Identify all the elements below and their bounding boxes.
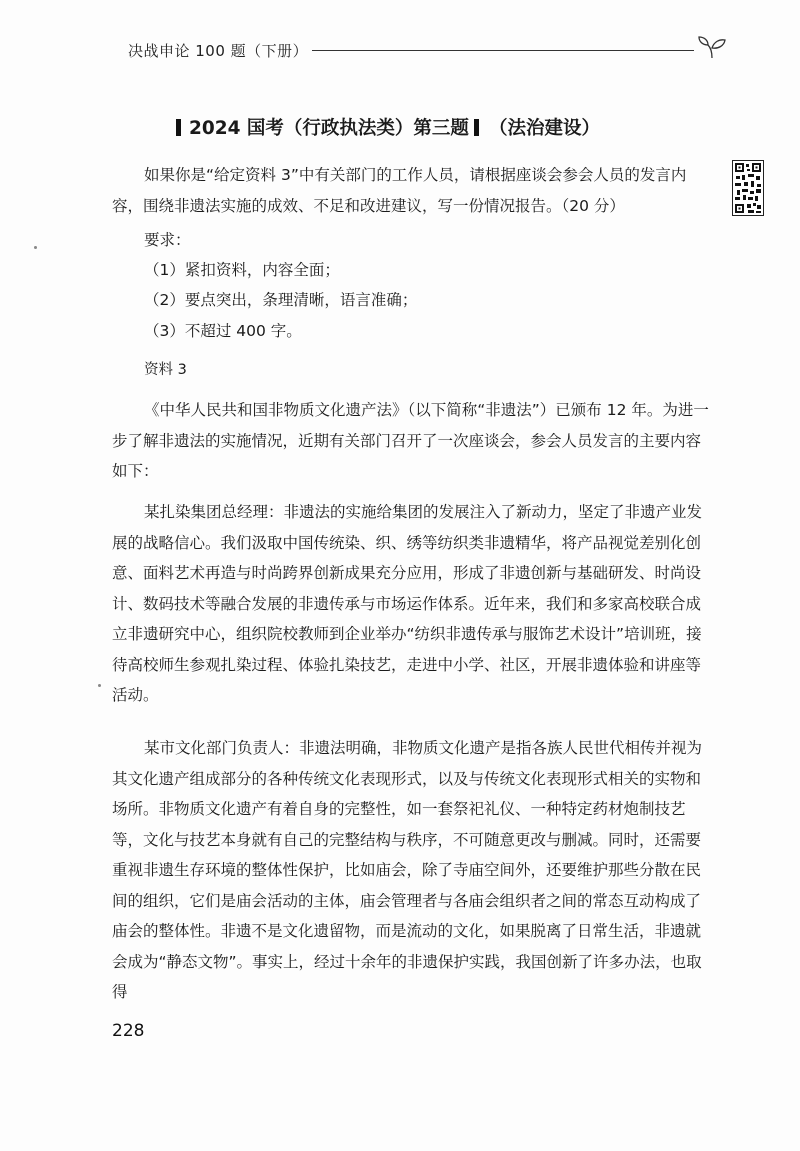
requirement-item: （1）紧扣资料，内容全面；: [144, 261, 340, 279]
section-title: 2024 国考（行政执法类）第三题: [189, 118, 469, 139]
material-paragraph: 《中华人民共和国非物质文化遗产法》（以下简称“非遗法”）已颁布 12 年。为进一步了解非遗法的实施情况，近期有关部门召开了一次座谈会，参会人员发言的主要内容如下：: [112, 401, 709, 480]
requirement-item: （3）不超过 400 字。: [144, 322, 302, 340]
section-heading: [176, 114, 600, 140]
question-prompt: 如果你是“给定资料 3”中有关部门的工作人员，请根据座谈会参会人员的发言内容，围绕非遗法实施的成效、不足和改进建议，写一份情况报告。（20 分）: [112, 166, 687, 215]
page-number: 228: [112, 1021, 145, 1041]
running-header: [128, 36, 728, 64]
sprout-leaf-icon: [696, 36, 728, 60]
section-topic: （法治建设）: [488, 118, 600, 139]
requirement-item: （2）要点突出，条理清晰，语言准确；: [144, 291, 418, 309]
material-paragraph: 某市文化部门负责人：非遗法明确，非物质文化遗产是指各族人民世代相传并视为其文化遗产组成部分的各种传统文化表现形式，以及与传统文化表现形式相关的实物和场所。非物质文化遗产有着自身的完整性，如一套祭祀礼仪、一种特定药材炮制技艺等，文化与技艺本身就有自己的完整结构与秩序，不可随意更改与删减。同时，还需要重视非遗生存环境的整体性保护，比如庙会，除了寺庙空间外，还要维护那些分散在民间的组织，它们是庙会活动的主体，庙会管理者与各庙会组织者之间的常态互动构成了庙会的整体性。非遗不是文化遗留物，而是流动的文化，如果脱离了日常生活，非遗就会成为“静态文物”。事实上，经过十余年的非遗保护实践，我国创新了许多办法，也取得: [112, 739, 703, 1001]
requirements-label: 要求：: [144, 231, 191, 249]
qr-code-icon: [732, 160, 764, 216]
material-paragraph: 某扎染集团总经理：非遗法的实施给集团的发展注入了新动力，坚定了非遗产业发展的战略信心。我们汲取中国传统染、织、绣等纺织类非遗精华，将产品视觉差别化创意、面料艺术再造与时尚跨界创新成果充分应用，形成了非遗创新与基础研发、时尚设计、数码技术等融合发展的非遗传承与市场运作体系。近年来，我们和多家高校联合成立非遗研究中心，组织院校教师到企业举办“纺织非遗传承与服饰艺术设计”培训班，接待高校师生参观扎染过程、体验扎染技艺，走进中小学、社区，开展非遗体验和讲座等活动。: [112, 503, 703, 704]
material-label: 资料 3: [144, 362, 187, 378]
scan-speck: [34, 246, 37, 249]
book-title: 决战申论 100 题（下册）: [128, 42, 309, 60]
heading-bar-right: [474, 119, 479, 136]
header-rule: [312, 50, 694, 51]
scan-speck: [98, 684, 101, 687]
heading-bar-left: [176, 119, 181, 136]
